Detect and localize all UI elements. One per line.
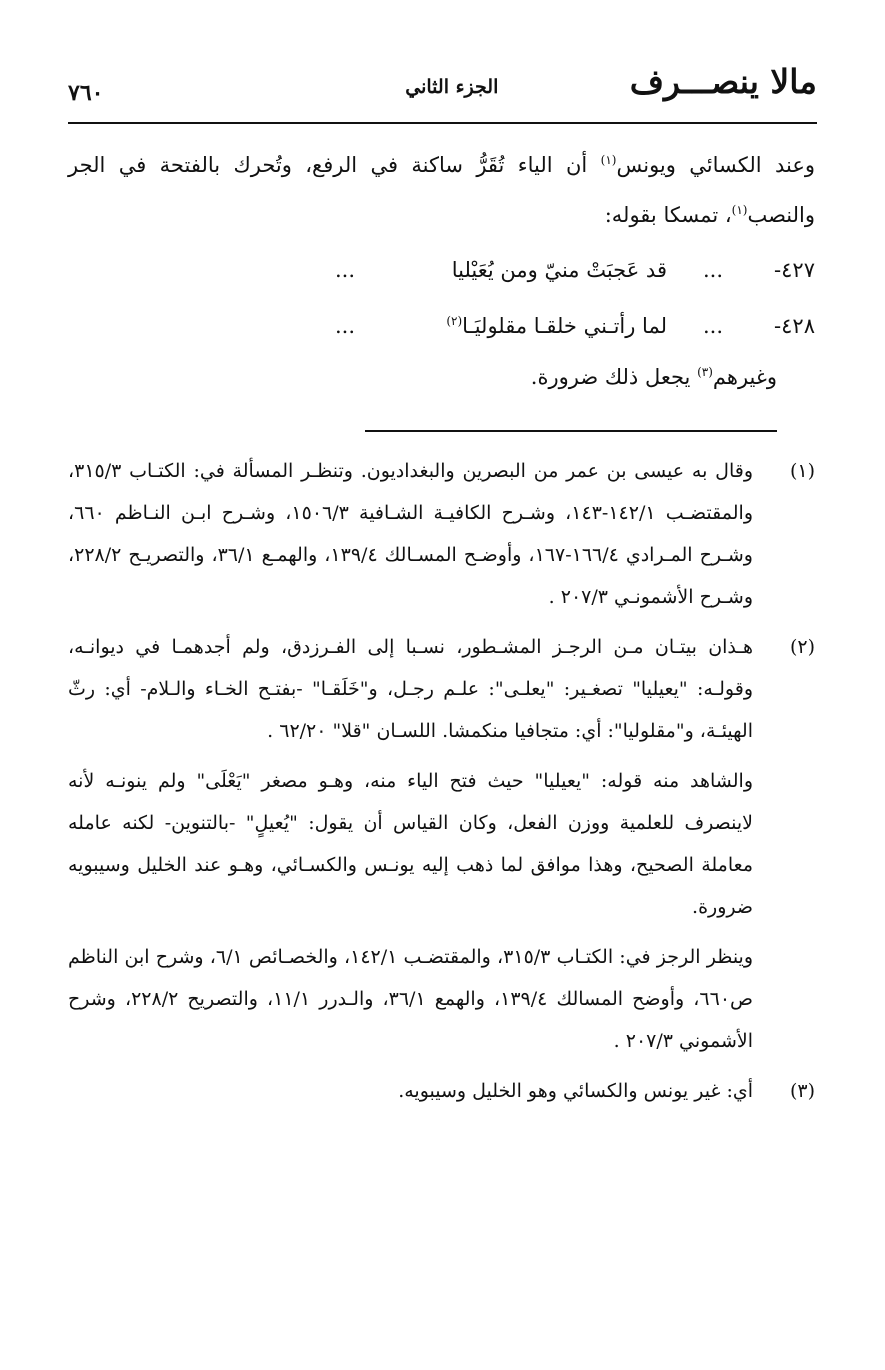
header-rule xyxy=(68,122,817,124)
verse-text xyxy=(446,298,667,354)
main-paragraph xyxy=(531,352,777,402)
paragraph-text: يجعل ذلك ضرورة. xyxy=(530,365,698,389)
part-title: الجزء الثاني xyxy=(405,76,499,98)
footnote xyxy=(68,450,815,618)
footnotes xyxy=(68,450,815,1120)
paragraph-text: وعند الكسائي ويونس xyxy=(616,153,815,177)
paragraph-text: ، تمسكا بقوله: xyxy=(604,203,732,227)
verse-number: ٤٢٧- xyxy=(774,258,815,282)
verse-ellipsis: ... xyxy=(334,258,355,282)
paragraph-text: أن الياء تُقَرُّ ساكنة في الرفع، وتُحرك بالفتحة في الجر والنصب xyxy=(68,153,815,227)
page-number: ٧٦٠ xyxy=(68,80,104,106)
footnote-ref: (١) xyxy=(600,153,617,167)
verse-ellipsis: ... xyxy=(702,258,723,282)
main-text xyxy=(68,140,815,240)
footnote-text: وقال به عيسى بن عمر من البصرين والبغداديون. وتنظـر المسألة في: الكتـاب ٣١٥/٣، والمقتضـب ١٤٢/١-١٤٣، وشـرح الكافيـة الشـافية ١٥٠٦/٣، وشـرح ابـن النـاظم ٦٦٠، وشـرح المـرادي ١٦٦/٤-١٦٧، وأوضـح المسـالك ١٣٩/٤، والهمـع ٣٦/١، والتصريـح ٢٢٨/٢، وشـرح الأشمونـي ٢٠٧/٣ . xyxy=(68,460,753,608)
footnote-ref: (١) xyxy=(731,203,748,217)
verse-list xyxy=(255,242,815,354)
verse-ellipsis: ... xyxy=(702,314,723,338)
footnote-text: والشاهد منه قوله: "يعيليا" حيث فتح الياء منه، وهـو مصغر "يَعْلَى" ولم ينونـه لأنه لاينصرف للعلمية ووزن الفعل، وكان القياس أن يقول: "يُعيلٍ" -بالتنوين- لكنه عامله معاملة الصحيح، وهذا موافق لما ذهب إليه يونـس والكسـائي، وهـو عند الخليل وسيبويه ضرورة. xyxy=(68,770,753,918)
footnote-separator xyxy=(365,430,777,432)
footnote xyxy=(68,626,815,1062)
footnote-number: (٣) xyxy=(789,1080,815,1102)
footnote-ref: (٣) xyxy=(697,365,713,379)
verse-words: قد عَجبَتْ منيّ ومن يُعَيْليا xyxy=(451,258,667,282)
verse-words: لما رأتـني خلقـا مقلوليَـا xyxy=(462,314,667,338)
paragraph-text: وغيرهم xyxy=(712,365,777,389)
page-header xyxy=(68,62,817,118)
footnote-text: أي: غير يونس والكسائي وهو الخليل وسيبويه. xyxy=(398,1080,753,1102)
footnote-number: (١) xyxy=(789,460,815,482)
footnote-text: هـذان بيتـان مـن الرجـز المشـطور، نسـبا إلى الفـرزدق، ولم أجدهمـا في ديوانـه، وقولـه: "يعيليا" تصغـير: "يعلـى": علـم رجـل، و"خَلَقـا" -بفتـح الخـاء والـلام- أي: رثّ الهيئـة، و"مقلوليا": أي: متجافيا منكمشا. اللسـان "قلا" ٦٢/٢٠ . xyxy=(68,636,753,742)
verse-line xyxy=(255,242,815,298)
main-paragraph xyxy=(68,140,815,240)
footnote-ref: (٢) xyxy=(446,314,463,328)
verse-line xyxy=(255,298,815,354)
footnote xyxy=(68,1070,815,1112)
verse-text xyxy=(452,242,667,298)
footnote-text: وينظر الرجز في: الكتـاب ٣١٥/٣، والمقتضـب ١٤٢/١، والخصـائص ٦/١، وشرح ابن الناظم ص٦٦٠، وأوضح المسالك ١٣٩/٤، والهمع ٣٦/١، والـدرر ١١/١، والتصريح ٢٢٨/٢، وشرح الأشموني ٢٠٧/٣ . xyxy=(68,946,754,1052)
footnote-number: (٢) xyxy=(789,636,815,658)
chapter-title: مالا ينصـــرف xyxy=(629,62,817,101)
verse-number: ٤٢٨- xyxy=(774,314,815,338)
verse-ellipsis: ... xyxy=(334,314,355,338)
